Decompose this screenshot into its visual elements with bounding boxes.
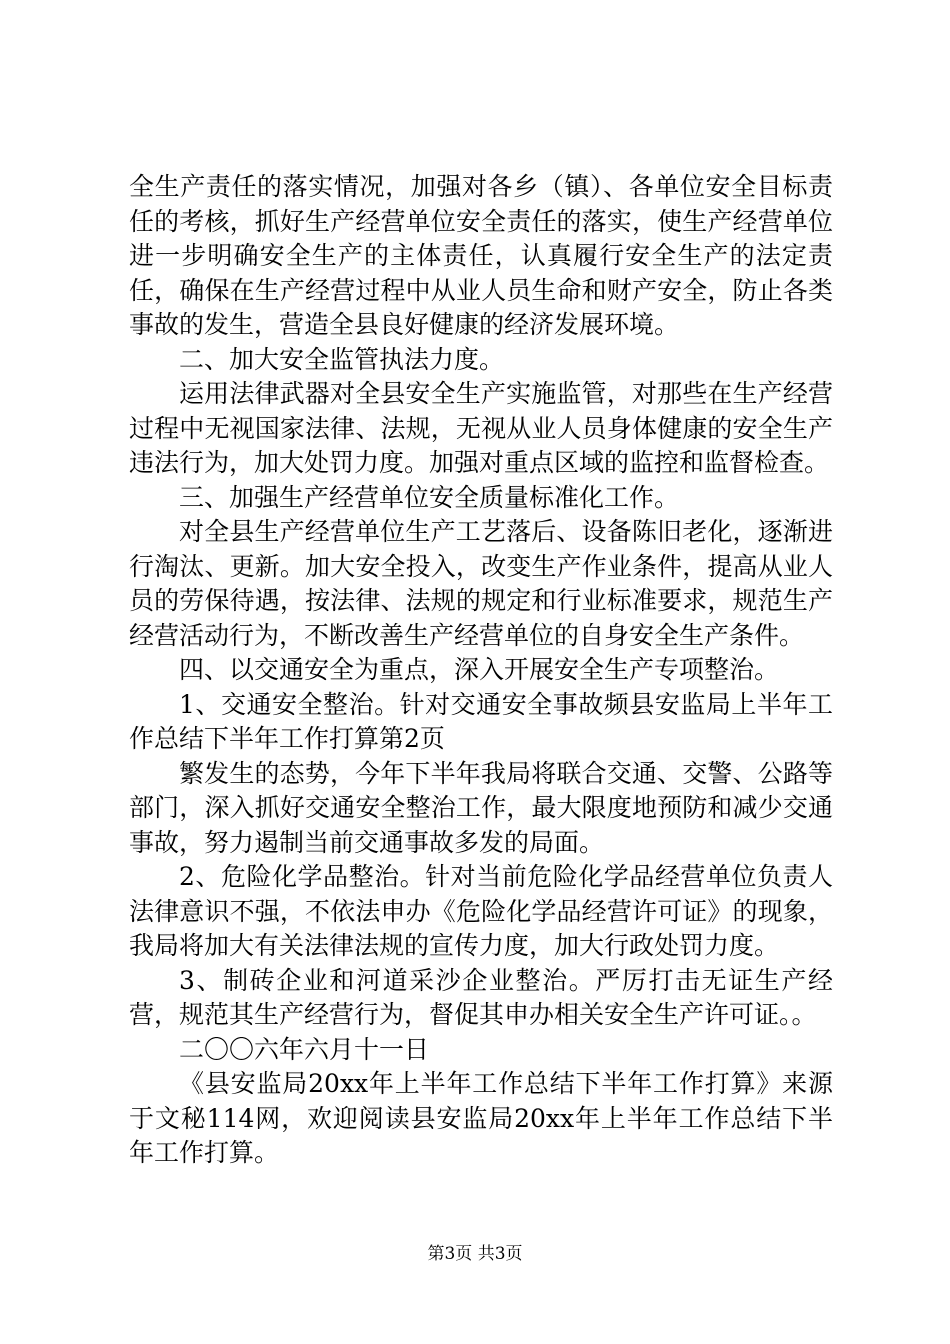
paragraph-8: 繁发生的态势，今年下半年我局将联合交通、交警、公路等部门，深入抓好交通安全整治工作，最大限度地预防和减少交通事故，努力遏制当前交通事故多发的局面。: [129, 758, 833, 857]
paragraph-3: 运用法律武器对全县安全生产实施监管，对那些在生产经营过程中无视国家法律、法规，无视从业人员身体健康的安全生产违法行为，加大处罚力度。加强对重点区域的监控和监督检查。: [129, 379, 833, 477]
paragraph-1: 全生产责任的落实情况，加强对各乡（镇）、各单位安全目标责任的考核，抓好生产经营单位安全责任的落实，使生产经营单位进一步明确安全生产的主体责任，认真履行安全生产的法定责任，确保在生产经营过程中从业人员生命和财产安全，防止各类事故的发生，营造全县良好健康的经济发展环境。: [129, 172, 833, 339]
paragraph-5: 对全县生产经营单位生产工艺落后、设备陈旧老化，逐渐进行淘汰、更新。加大安全投入，改变生产作业条件，提高从业人员的劳保待遇，按法律、法规的规定和行业标准要求，规范生产经营活动行为，不断改善生产经营单位的自身安全生产条件。: [129, 517, 833, 650]
page-number-footer: 第3页 共3页: [427, 1244, 523, 1264]
section-heading-3: 三、加强生产经营单位安全质量标准化工作。: [179, 482, 680, 512]
paragraph-10: 3、制砖企业和河道采沙企业整治。严厉打击无证生产经营，规范其生产经营行为，督促其申办相关安全生产许可证。。: [129, 965, 833, 1029]
section-heading-2: 二、加大安全监管执法力度。: [179, 344, 505, 374]
paragraph-9: 2、危险化学品整治。针对当前危险化学品经营单位负责人法律意识不强，不依法申办《危险化学品经营许可证》的现象，我局将加大有关法律法规的宣传力度，加大行政处罚力度。: [129, 862, 833, 960]
source-note: 《县安监局20xx年上半年工作总结下半年工作打算》来源于文秘114网，欢迎阅读县安监局20xx年上半年工作总结下半年工作打算。: [129, 1069, 833, 1167]
section-heading-4: 四、以交通安全为重点，深入开展安全生产专项整治。: [179, 655, 780, 684]
document-date: 二〇〇六年六月十一日: [179, 1034, 430, 1064]
document-body: [129, 170, 833, 1171]
paragraph-7: 1、交通安全整治。针对交通安全事故频县安监局上半年工作总结下半年工作打算第2页: [129, 689, 833, 753]
